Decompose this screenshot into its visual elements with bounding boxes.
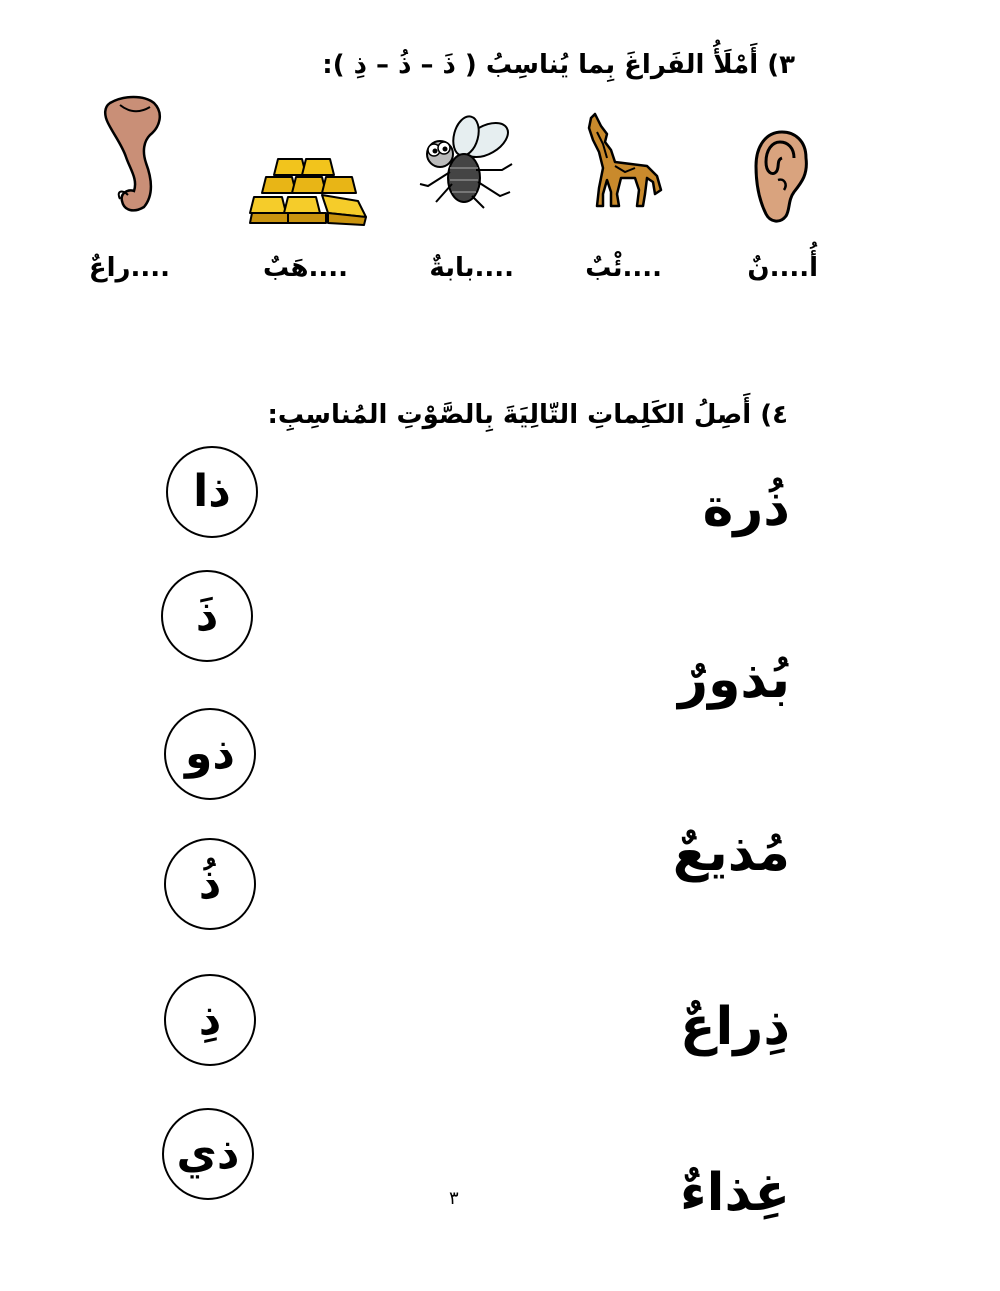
fill-item-arm: ....راعٌ — [88, 253, 170, 283]
sound-circle-3[interactable] — [164, 708, 256, 800]
page-number: ٣ — [449, 1188, 459, 1209]
sound-circle-4[interactable] — [164, 838, 256, 930]
match-word-4: ذِراعٌ — [680, 997, 790, 1057]
exercise3-instruction: ٣) أَمْلَأُ الفَراغَ بِما يُناسِبُ ( ذَ – ذُ – ذِ ): — [322, 50, 795, 80]
arm-picture — [100, 95, 170, 215]
sound-circle-6[interactable] — [162, 1108, 254, 1200]
sound-circle-1[interactable] — [166, 446, 258, 538]
sound-label: ذُ — [198, 858, 222, 909]
sound-label: ذا — [193, 466, 231, 517]
match-word-1: ذُرة — [702, 478, 790, 538]
sound-label: ذي — [176, 1128, 240, 1179]
match-word-2: بُذورٌ — [678, 650, 790, 710]
match-word-3: مُذيعٌ — [672, 823, 790, 883]
sound-circle-2[interactable] — [161, 570, 253, 662]
sound-circle-5[interactable] — [164, 974, 256, 1066]
sound-label: ذِ — [198, 994, 222, 1045]
fly-picture — [414, 112, 520, 212]
sound-label: ذَ — [195, 590, 219, 641]
wolf-picture — [585, 110, 667, 210]
ear-picture — [748, 128, 818, 228]
exercise4-instruction: ٤) أَصِلُ الكَلِماتِ التّالِيَةَ بِالصَّوْتِ المُناسِبِ: — [267, 400, 788, 430]
fill-item-wolf: ....ئْبٌ — [585, 253, 662, 283]
sound-label: ذو — [185, 728, 235, 779]
match-word-5: غِذاءٌ — [680, 1163, 790, 1223]
fill-item-fly: ....بابةٌ — [429, 253, 514, 283]
gold-bars-picture — [248, 155, 370, 227]
fill-item-gold: ....هَبٌ — [262, 253, 348, 283]
fill-item-ear: أُ....نٌ — [747, 253, 818, 283]
